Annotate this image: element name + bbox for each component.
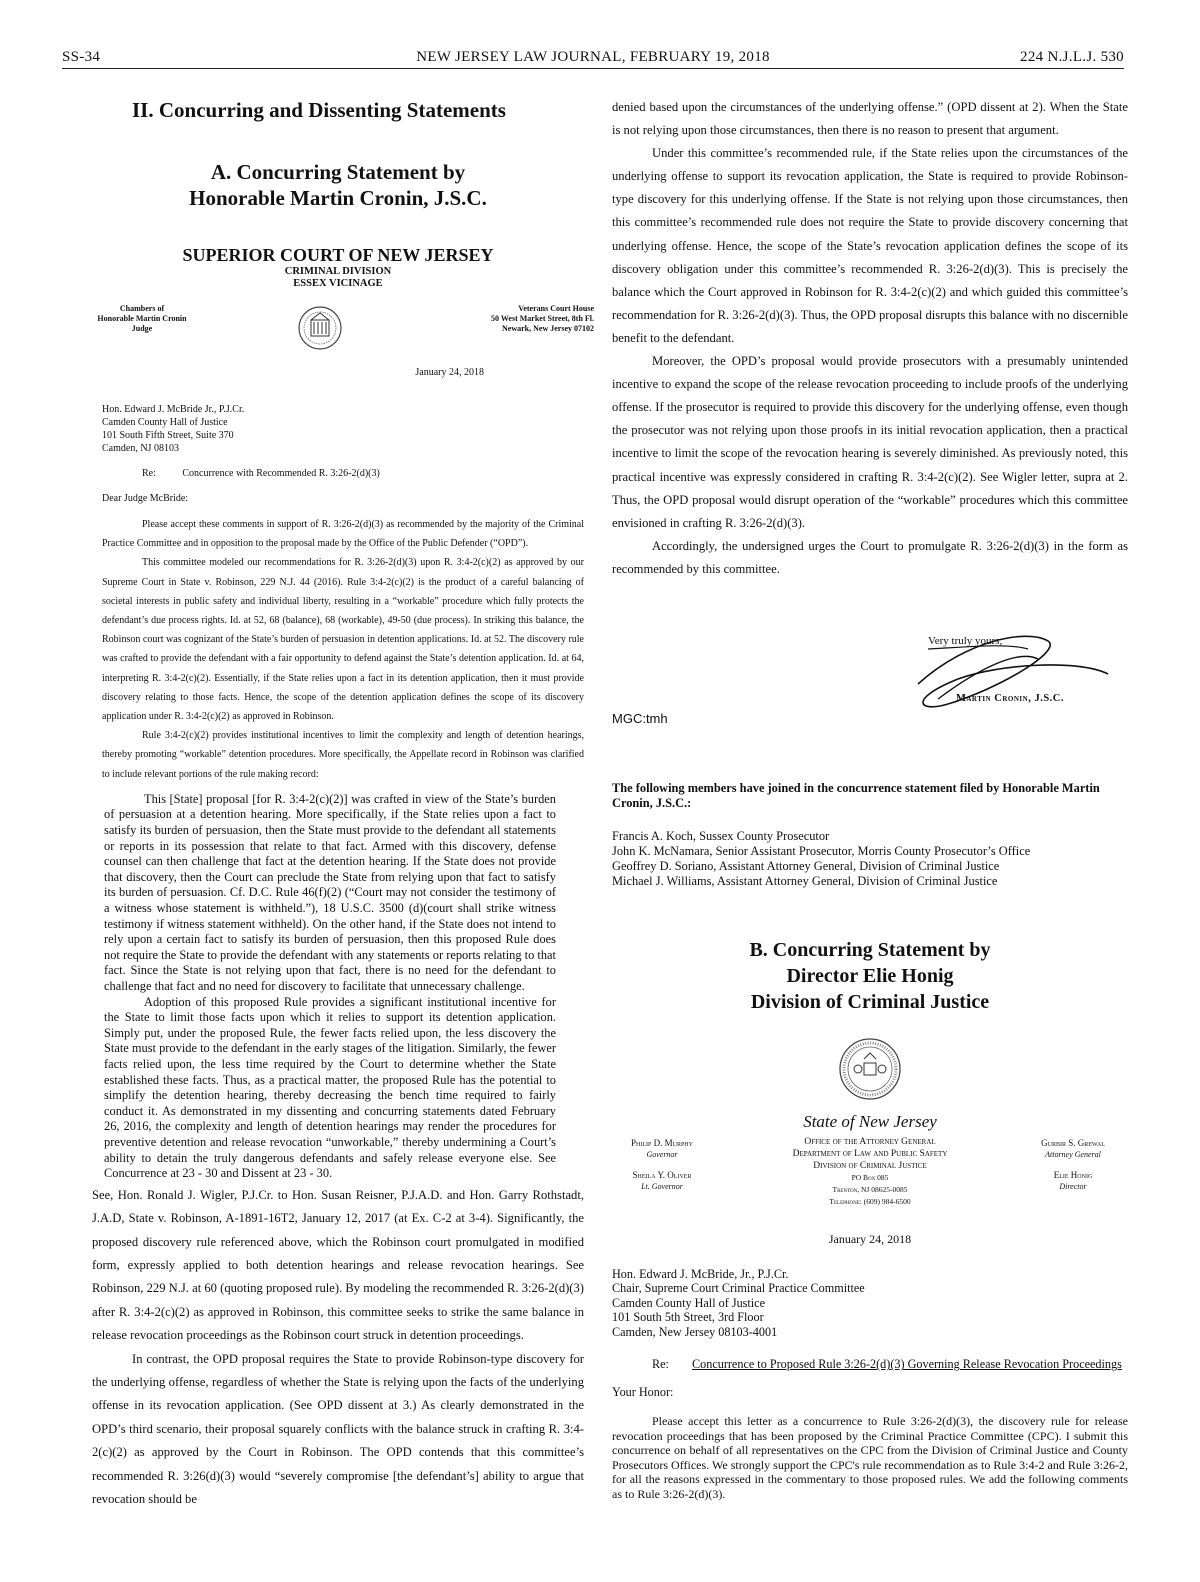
office-line: Trenton, NJ 08625-0085	[832, 1184, 908, 1194]
member-item: John K. McNamara, Senior Assistant Prosecutor, Morris County Prosecutor’s Office	[612, 843, 1031, 858]
courthouse-line: 50 West Market Street, 8th Fl.	[490, 314, 594, 323]
state-seal	[612, 1037, 1128, 1106]
official-name: Gurbir S. Grewal	[1041, 1137, 1105, 1148]
office-line: Office of the Attorney General	[804, 1136, 936, 1147]
letter-a-address	[102, 403, 584, 455]
paragraph: In contrast, the OPD proposal requires the State to provide Robinson-type discovery for the underlying offense, regardless of whether the State is relying upon the facts of the underlying offense in its revocation application. (See OPD dissent at 3.) As clearly demonstrated in the OPD’s third scenario, their proposal squarely conflicts with the balance struck in crafting R. 3:4-2(c)(2) as approved by the Court in Robinson. The OPD contends that this committee’s recommended R. 3:26(d)(3) would “severely compromise [the defendant’s] ability to argue that revocation should be	[92, 1351, 584, 1506]
letter-b-re	[612, 1357, 1128, 1371]
member-item: Geoffrey D. Soriano, Assistant Attorney General, Division of Criminal Justice	[612, 858, 1000, 873]
address-line: Camden County Hall of Justice	[102, 417, 228, 428]
attorney-general-block	[1018, 1138, 1128, 1192]
paragraph: This committee modeled our recommendations for R. 3:26-2(d)(3) upon R. 3:4-2(c)(2) as approved by our Supreme Court in State v. Robinson, 229 N.J. 44 (2016). Rule 3:4-2(c)(2) is the product of a careful balancing of societal interests in public safety and individual liberty, resulting in a “workable” procedure which fully protects the defendant’s due process rights. Id. at 52, 68 (balance), 68 (workable), 49-50 (due process). In striking this balance, the Robinson court was cognizant of the State’s burden of persuasion in detention applications. Id. at 52. The discovery rule was crafted to provide the defendant with a fair opportunity to defend against the State’s detention application. Id. at 64, interpreting R. 3:4-2(c)(2). Essentially, if the State relies upon a fact in its detention application, then it must provide discovery relating to those facts. Hence, the scope of the detention application defines the scope of its discovery application under R. 3:4-2(c)(2) as approved in Robinson.	[102, 557, 584, 723]
closing: Very truly yours,	[928, 634, 1003, 647]
courthouse-block	[444, 304, 594, 334]
state-letterhead	[612, 1112, 1128, 1232]
re-label: Re:	[142, 468, 156, 479]
paragraph: See, Hon. Ronald J. Wigler, P.J.Cr. to Hon. Susan Reisner, P.J.A.D. and Hon. Garry Rothstadt, J.A.D, State v. Robinson, A-1891-16T2, January 12, 2017 (at Ex. C-2 at 3-4). Significantly, the proposed discovery rule referenced above, which the Robinson court promulgated in modified form, expressly applied to both detention hearings and release revocation hearings. See Robinson, 229 N.J. at 60 (quoting proposed rule). By modeling the recommended R. 3:26-2(d)(3) after R. 3:4-2(c)(2) as approved in Robinson, this committee seeks to strike the same balance in release revocation proceedings as the Robinson court struck in detention proceedings.	[92, 1187, 584, 1343]
courthouse-line: Newark, New Jersey 07102	[502, 324, 594, 333]
paragraph: Rule 3:4-2(c)(2) provides institutional incentives to limit the complexity and length of detention hearings, thereby promoting “workable” detention procedures. More specifically, the Appellate record in Robinson was clarified to include relevant portions of the rule making record:	[102, 730, 584, 780]
typist-initials: MGC:tmh	[612, 710, 668, 726]
chambers-line: Chambers of	[119, 304, 165, 313]
section-title: II. Concurring and Dissenting Statements	[132, 98, 506, 122]
court-seal-icon	[297, 300, 343, 356]
address-line: 101 South Fifth Street, Suite 370	[102, 430, 234, 441]
address-line: Camden, New Jersey 08103-4001	[612, 1324, 778, 1339]
letterhead-details	[92, 300, 594, 366]
chambers-line: Honorable Martin Cronin	[97, 314, 187, 323]
citation-right: 224 N.J.L.J. 530	[1020, 49, 1124, 65]
block-quote	[104, 792, 556, 1182]
address-line: Hon. Edward J. McBride, Jr., P.J.Cr.	[612, 1266, 789, 1281]
official-title: Lt. Governor	[641, 1181, 683, 1191]
chambers-block	[72, 304, 212, 334]
subsection-a-line2: Honorable Martin Cronin, J.S.C.	[189, 186, 487, 210]
paragraph: Under this committee’s recommended rule, if the State relies upon the circumstances of the underlying offense to support its revocation application, the State is required to provide Robinson-type discovery for this underlying offense. If the State is not relying upon those circumstances, then this committee’s recommended rule does not require the State to provide discovery concerning that underlying offense. Hence, the scope of the State’s revocation application defines the scope of its discovery obligation under this committee’s recommended R. 3:26-2(d)(3). This is precisely the balance which the Court approved in Robinson for R. 3:4-2(c)(2) and which guided this committee’s recommendation for R. 3:26-2(d)(3). Thus, the OPD proposal disrupts this balance with no discernible benefit to the defendant.	[612, 146, 1129, 345]
subsection-a-line1: A. Concurring Statement by	[210, 160, 466, 184]
letter-a-continued	[92, 1184, 584, 1512]
official-title: Governor	[646, 1149, 678, 1159]
paragraph: denied based upon the circumstances of the underlying offense.” (OPD dissent at 2). When the State is not relying upon those circumstances, then there is no reason to present that argument.	[612, 100, 1128, 138]
official-title: Attorney General	[1045, 1149, 1101, 1159]
re-label: Re:	[652, 1357, 669, 1372]
journal-title: NEW JERSEY LAW JOURNAL, FEBRUARY 19, 2018	[416, 49, 770, 65]
quote-paragraph: Adoption of this proposed Rule provides a significant institutional incentive for the State to limit those facts upon which it relies to support its detention application. Simply put, under the proposed Rule, the fewer facts relied upon, the less discovery the State must provide to the defendant in the early stages of the litigation. Similarly, the fewer facts relied upon, the less time required by the Court to determine whether the State established these facts. Thus, as a practical matter, the proposed Rule has the potential to simplify the detention hearing, thereby decreasing the bench time required to fairly conduct it. As demonstrated in my dissenting and concurring statements dated February 26, 2016, the complexity and length of detention hearings may render the procedures for preventive detention and release revocation “unworkable,” thereby undermining a Court’s ability to detain the truly dangerous defendants and safely release everyone else. See Concurrence at 23 - 30 and Dissent at 23 - 30.	[104, 994, 556, 1181]
letter-b-date: January 24, 2018	[828, 1231, 912, 1246]
address-line: 101 South 5th Street, 3rd Floor	[612, 1310, 764, 1325]
address-line: Chair, Supreme Court Criminal Practice Committee	[612, 1281, 865, 1296]
court-letterhead	[92, 245, 584, 290]
letter-b-body	[612, 1414, 1128, 1500]
courthouse-line: Veterans Court House	[518, 304, 594, 313]
letter-a-salutation: Dear Judge McBride:	[102, 493, 189, 504]
right-column	[612, 96, 1128, 1501]
re-text: Concurrence with Recommended R. 3:26-2(d)(3)	[182, 468, 380, 479]
left-column	[92, 92, 594, 1511]
subsection-b-line2: Director Elie Honig	[786, 964, 954, 987]
subsection-b-title	[612, 937, 1128, 1015]
re-text: Concurrence to Proposed Rule 3:26-2(d)(3) Governing Release Revocation Proceedings	[692, 1357, 1122, 1372]
official-name: Philip D. Murphy	[631, 1137, 693, 1148]
letter-a-right-body	[612, 96, 1128, 581]
running-header	[62, 46, 1124, 69]
quote-paragraph: This [State] proposal [for R. 3:4-2(c)(2)] was crafted in view of the State’s burden of persuasion at a detention hearing. More specifically, if the State relies upon a fact to satisfy its burden of persuasion, then the State must provide to the defendant all statements or reports in its possession that relate to that fact. Armed with this discovery, defense counsel can then challenge that fact at the detention hearing. If the State does not provide that discovery, then the Court can preclude the State from relying upon that fact to satisfy its burden of persuasion. Cf. D.C. Rule 46(f)(2) (“Court may not consider the testimony of a witness whose statement is withheld.”), 18 U.S.C. 3500 (d)(court shall strike witness testimony if witness statement withheld). On the other hand, if the State does not intend to rely upon a certain fact to satisfy its burden of persuasion, then this proposed Rule does not require the State to provide the defendant with any statements or reports relating to that fact. Since the State is not relying upon that fact, there is no need for the defendant to challenge that fact and no need for discovery to facilitate that unnecessary challenge.	[104, 791, 556, 993]
address-line: Camden County Hall of Justice	[612, 1295, 765, 1310]
office-line: Telephone: (609) 984-6500	[829, 1196, 911, 1206]
office-line: PO Box 085	[851, 1172, 889, 1182]
members-list	[612, 829, 1128, 889]
paragraph: Accordingly, the undersigned urges the Court to promulgate R. 3:26-2(d)(3) in the form as recommended by this committee.	[612, 538, 1128, 576]
page-number-left: SS-34	[62, 49, 101, 65]
signer-name: Martin Cronin, J.S.C.	[955, 692, 1064, 704]
letter-a-date: January 24, 2018	[415, 367, 484, 378]
paragraph: Please accept this letter as a concurrence to Rule 3:26-2(d)(3), the discovery rule for release revocation proceedings that has been proposed by the Criminal Practice Committee (CPC). I submit this concurrence on behalf of all representatives on the CPC from the Division of Criminal Justice and County Prosecutors Offices. We strongly support the CPC's rule recommendation as to Rule 3:4-2 and Rule 3:26-2, for all the reasons expressed in the commentary to those proposed rules. We add the following comments as to Rule 3:26-2(d)(3).	[612, 1414, 1128, 1501]
members-heading: The following members have joined in the concurrence statement filed by Honorable Martin Cronin, J.S.C.:	[612, 780, 1100, 810]
letter-b-address	[612, 1267, 1128, 1340]
subsection-a-title	[92, 159, 584, 211]
subsection-b-line3: Division of Criminal Justice	[750, 990, 990, 1013]
court-name: SUPERIOR COURT OF NEW JERSEY	[182, 245, 494, 265]
letter-a-body	[102, 515, 584, 784]
office-line: Department of Law and Public Safety	[792, 1148, 948, 1159]
signature-block	[612, 634, 1128, 751]
office-block	[752, 1136, 988, 1208]
governor-block	[612, 1138, 712, 1192]
chambers-line: Judge	[131, 324, 153, 333]
subsection-b-line1: B. Concurring Statement by	[749, 938, 991, 961]
member-item: Michael J. Williams, Assistant Attorney General, Division of Criminal Justice	[612, 873, 998, 888]
official-title: Director	[1059, 1181, 1087, 1191]
court-division: CRIMINAL DIVISION	[284, 266, 392, 277]
paragraph: Please accept these comments in support of R. 3:26-2(d)(3) as recommended by the majority of the Criminal Practice Committee and in opposition to the proposal made by the Office of the Public Defender (“OPD”).	[102, 519, 584, 550]
official-name: Elie Honig	[1053, 1169, 1093, 1180]
address-line: Camden, NJ 08103	[102, 443, 179, 454]
official-name: Sheila Y. Oliver	[632, 1169, 692, 1180]
letter-b-salutation: Your Honor:	[612, 1385, 674, 1400]
court-vicinage: ESSEX VICINAGE	[293, 278, 383, 289]
office-line: Division of Criminal Justice	[813, 1160, 927, 1171]
member-item: Francis A. Koch, Sussex County Prosecutor	[612, 828, 830, 843]
paragraph: Moreover, the OPD’s proposal would provide prosecutors with a presumably unintended incentive to expand the scope of the release revocation proceeding to include proofs of the underlying offense. If the prosecutor is required to provide this discovery for the underlying offense, even though the prosecutor was not relying upon those proofs in its initial revocation application, then a practical incentive to limit the scope of the revocation hearing is severely diminished. As previously noted, this practical incentive was expressly considered in crafting R. 3:4-2(c)(2). See Wigler letter, supra at 2. Thus, the OPD proposal would disrupt operation of the “workable” procedures which this committee envisioned in crafting R. 3:26-2(d)(3).	[612, 354, 1128, 530]
state-seal-icon	[838, 1037, 902, 1101]
letter-a-re	[142, 467, 584, 480]
address-line: Hon. Edward J. McBride Jr., P.J.Cr.	[102, 404, 245, 415]
state-name: State of New Jersey	[803, 1111, 937, 1131]
